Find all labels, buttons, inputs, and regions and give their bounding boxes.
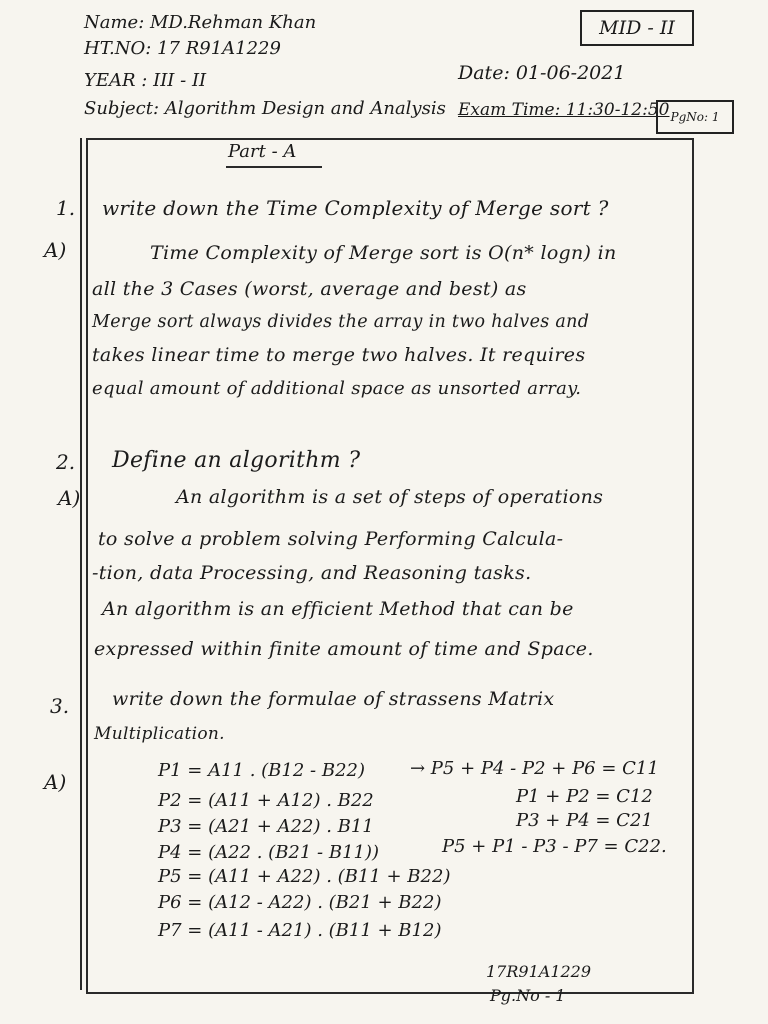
- subject: Subject: Algorithm Design and Analysis: [84, 98, 446, 119]
- answer-3-marker: A): [44, 770, 67, 794]
- part-title-underline: [226, 166, 322, 168]
- question-1-text: write down the Time Complexity of Merge sort ?: [102, 196, 609, 220]
- answer-2-line: -tion, data Processing, and Reasoning tasks.: [92, 562, 532, 584]
- year: YEAR : III - II: [84, 70, 207, 91]
- answer-2-line: An algorithm is a set of steps of operations: [176, 486, 604, 508]
- hall-ticket-number: HT.NO: 17 R91A1229: [84, 38, 281, 59]
- strassen-result: P3 + P4 = C21: [516, 810, 653, 831]
- part-title: Part - A: [228, 141, 297, 162]
- answer-1-line: all the 3 Cases (worst, average and best) as: [92, 278, 527, 300]
- answer-2-line: An algorithm is an efficient Method that can be: [102, 598, 574, 620]
- strassen-formula: P6 = (A12 - A22) . (B21 + B22): [158, 892, 442, 913]
- question-3-text: write down the formulae of strassens Matrix: [112, 688, 555, 710]
- strassen-formula: P7 = (A11 - A21) . (B11 + B12): [158, 920, 442, 941]
- page-number-box: PgNo: 1: [656, 100, 734, 134]
- strassen-formula: P1 = A11 . (B12 - B22): [158, 760, 365, 781]
- answer-1-line: Time Complexity of Merge sort is O(n* logn) in: [150, 242, 617, 264]
- strassen-result: P5 + P1 - P3 - P7 = C22.: [442, 836, 667, 857]
- exam-label: MID - II: [580, 10, 694, 46]
- student-name: Name: MD.Rehman Khan: [84, 12, 317, 33]
- question-2-text: Define an algorithm ?: [112, 448, 361, 473]
- answer-1-marker: A): [44, 238, 67, 262]
- strassen-result: P1 + P2 = C12: [516, 786, 653, 807]
- answer-1-line: equal amount of additional space as unsorted array.: [92, 378, 582, 399]
- strassen-result: → P5 + P4 - P2 + P6 = C11: [410, 758, 659, 779]
- strassen-formula: P3 = (A21 + A22) . B11: [158, 816, 374, 837]
- answer-2-line: to solve a problem solving Performing Calcula-: [98, 528, 564, 550]
- question-3-number: 3.: [50, 694, 70, 718]
- exam-time: Exam Time: 11:30-12:50: [458, 100, 670, 120]
- answer-1-line: takes linear time to merge two halves. It requires: [92, 344, 586, 366]
- footer-roll-number: 17R91A1229: [486, 962, 592, 981]
- answer-2-line: expressed within finite amount of time and Space.: [94, 638, 594, 660]
- strassen-formula: P4 = (A22 . (B21 - B11)): [158, 842, 380, 863]
- question-2-number: 2.: [56, 450, 76, 474]
- strassen-formula: P5 = (A11 + A22) . (B11 + B22): [158, 866, 451, 887]
- exam-date: Date: 01-06-2021: [458, 62, 626, 84]
- footer-page-number: Pg.No - 1: [490, 986, 566, 1005]
- answer-2-marker: A): [58, 486, 81, 510]
- question-3-text: Multiplication.: [94, 724, 225, 744]
- question-1-number: 1.: [56, 196, 76, 220]
- strassen-formula: P2 = (A11 + A12) . B22: [158, 790, 374, 811]
- answer-1-line: Merge sort always divides the array in two halves and: [92, 312, 590, 332]
- margin-line: [80, 138, 82, 990]
